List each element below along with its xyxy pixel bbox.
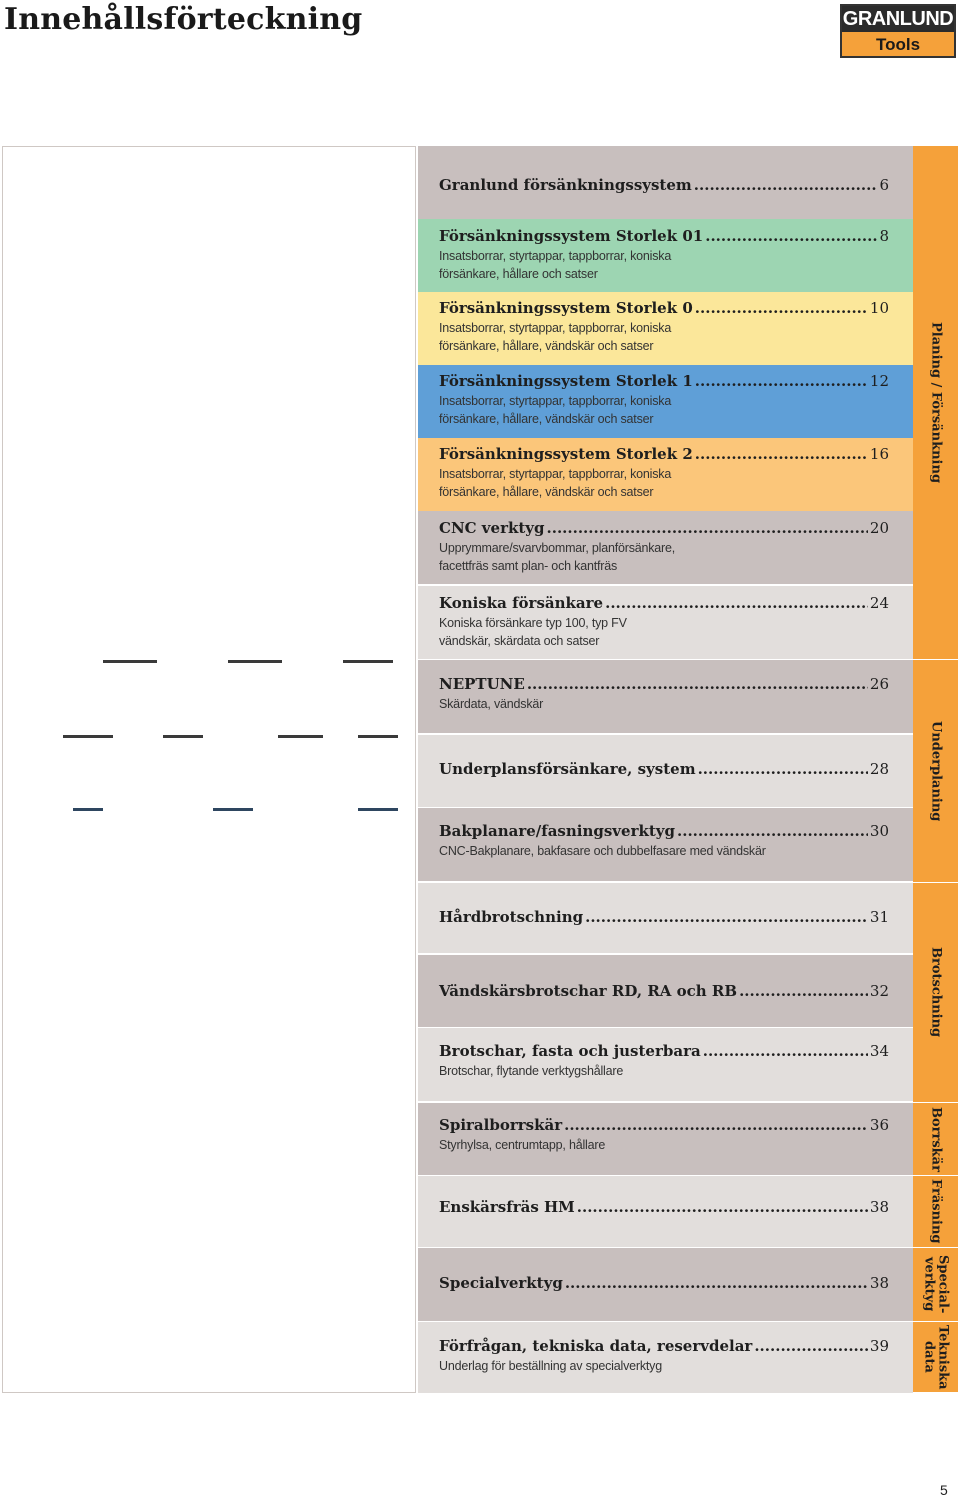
toc-row-brotschar[interactable]: [418, 1028, 913, 1101]
logo-brand: GRANLUND: [842, 8, 954, 30]
entry-page: 28: [869, 760, 889, 778]
tool-silhouette: [73, 808, 103, 811]
tool-silhouette: [343, 660, 393, 663]
toc-row-cnc-verktyg[interactable]: [418, 511, 913, 584]
leader-dots: [703, 1042, 868, 1060]
tab-label: Planing / Försänkning: [928, 321, 944, 484]
tab-frasning[interactable]: [913, 1176, 958, 1248]
entry-title: Brotschar, fasta och justerbara: [439, 1042, 701, 1060]
tool-silhouette: [213, 808, 253, 811]
logo-sub: Tools: [875, 35, 921, 54]
entry-page: 26: [869, 675, 889, 693]
toc-entry: [439, 299, 889, 317]
entry-title: Enskärsfräs HM: [439, 1198, 575, 1216]
toc-row-koniska-forsankare[interactable]: [418, 586, 913, 659]
entry-page: 34: [869, 1042, 889, 1060]
toc-row-neptune[interactable]: [418, 660, 913, 733]
entry-title: Spiralborrskär: [439, 1116, 563, 1134]
entry-page: 24: [869, 594, 889, 612]
entry-page: 30: [869, 822, 889, 840]
page-number: 5: [940, 1482, 948, 1498]
entry-page: 6: [879, 176, 889, 194]
toc-entry: [439, 445, 889, 463]
tab-planing-forsankning[interactable]: [913, 146, 958, 660]
leader-dots: [564, 1116, 868, 1134]
toc-row-vandskarsbrotschar[interactable]: [418, 955, 913, 1027]
tab-specialverktyg[interactable]: [913, 1248, 958, 1322]
table-of-contents: [418, 146, 913, 1393]
entry-title: Bakplanare/fasningsverktyg: [439, 822, 675, 840]
tab-label: Underplaning: [928, 720, 944, 822]
leader-dots: [565, 1274, 868, 1292]
leader-dots: [754, 1337, 868, 1355]
toc-entry: [439, 1274, 889, 1292]
leader-dots: [677, 822, 868, 840]
entry-description: Insatsborrar, styrtappar, tappborrar, koniska försänkare, hållare, vändskär och satser: [439, 321, 672, 353]
entry-description: Insatsborrar, styrtappar, tappborrar, koniska försänkare, hållare, vändskär och satser: [439, 394, 672, 426]
leader-dots: [694, 176, 878, 194]
tool-silhouette: [63, 735, 113, 738]
product-image-panel: [2, 146, 416, 1393]
entry-page: 32: [869, 982, 889, 1000]
entry-description: Insatsborrar, styrtappar, tappborrar, koniska försänkare, hållare, vändskär och satser: [439, 467, 672, 499]
entry-page: 16: [869, 445, 889, 463]
tab-brotschning[interactable]: [913, 883, 958, 1103]
leader-dots: [695, 445, 868, 463]
toc-row-storlek-0[interactable]: [418, 292, 913, 365]
entry-title: Specialverktyg: [439, 1274, 563, 1292]
toc-entry: [439, 908, 889, 926]
toc-entry: [439, 675, 889, 693]
entry-description: Styrhylsa, centrumtapp, hållare: [439, 1138, 606, 1152]
entry-page: 10: [869, 299, 889, 317]
toc-entry: [439, 1042, 889, 1060]
entry-description: CNC-Bakplanare, bakfasare och dubbelfasare med vändskär: [439, 844, 766, 858]
entry-title: Koniska försänkare: [439, 594, 604, 612]
entry-title: Granlund försänkningssystem: [439, 176, 692, 194]
tab-label: Tekniska data: [921, 1324, 951, 1390]
tool-silhouette: [163, 735, 203, 738]
tab-label: Brotschning: [928, 947, 944, 1038]
entry-title: Försänkningssystem Storlek 01: [439, 227, 704, 245]
toc-row-storlek-1[interactable]: [418, 365, 913, 438]
entry-page: 39: [869, 1337, 889, 1355]
toc-entry: [439, 519, 889, 537]
toc-entry: [439, 1116, 889, 1134]
toc-entry: [439, 227, 889, 245]
tool-silhouette: [358, 735, 398, 738]
tool-silhouette: [103, 660, 157, 663]
tool-silhouette: [228, 660, 282, 663]
entry-description: Skärdata, vändskär: [439, 697, 544, 711]
entry-description: Underlag för beställning av specialverktyg: [439, 1359, 662, 1373]
leader-dots: [547, 519, 868, 537]
entry-title: Försänkningssystem Storlek 0: [439, 299, 693, 317]
entry-title: Försänkningssystem Storlek 1: [439, 372, 693, 390]
toc-entry: [439, 760, 889, 778]
toc-row-underplansforsankare[interactable]: [418, 735, 913, 807]
tab-borrskar[interactable]: [913, 1103, 958, 1176]
toc-entry: [439, 1337, 889, 1355]
tab-tekniska-data[interactable]: [913, 1322, 958, 1393]
leader-dots: [695, 299, 868, 317]
toc-entry: [439, 1198, 889, 1216]
tab-underplaning[interactable]: [913, 660, 958, 883]
toc-entry: [439, 176, 889, 194]
leader-dots: [695, 372, 868, 390]
toc-row-hardbrotschning[interactable]: [418, 883, 913, 953]
tool-silhouettes: [3, 147, 415, 1392]
entry-page: 38: [869, 1274, 889, 1292]
tab-label: Fräsning: [928, 1179, 944, 1244]
entry-title: Underplansförsänkare, system: [439, 760, 696, 778]
entry-page: 12: [869, 372, 889, 390]
toc-row-enskarsfras[interactable]: [418, 1176, 913, 1247]
entry-title: NEPTUNE: [439, 675, 525, 693]
page-title: Innehållsförteckning: [4, 2, 363, 37]
tab-label: Special- verktyg: [921, 1255, 951, 1314]
entry-page: 20: [869, 519, 889, 537]
entry-title: Försänkningssystem Storlek 2: [439, 445, 693, 463]
entry-page: 8: [879, 227, 889, 245]
leader-dots: [605, 594, 868, 612]
toc-entry: [439, 372, 889, 390]
entry-page: 36: [869, 1116, 889, 1134]
toc-entry: [439, 822, 889, 840]
toc-row-spiralborrskar[interactable]: [418, 1103, 913, 1175]
tool-silhouette: [358, 808, 398, 811]
entry-page: 38: [869, 1198, 889, 1216]
tab-label: Borrskär: [928, 1106, 944, 1172]
entry-title: Vändskärsbrotschar RD, RA och RB: [439, 982, 738, 1000]
leader-dots: [577, 1198, 868, 1216]
entry-description: Koniska försänkare typ 100, typ FV vändskär, skärdata och satser: [439, 616, 627, 648]
entry-description: Brotschar, flytande verktygshållare: [439, 1064, 624, 1078]
leader-dots: [739, 982, 868, 1000]
leader-dots: [585, 908, 868, 926]
granlund-logo: [840, 4, 956, 58]
tool-silhouette: [278, 735, 323, 738]
toc-row-storlek-01[interactable]: [418, 219, 913, 292]
entry-title: CNC verktyg: [439, 519, 545, 537]
section-tabs: [913, 146, 958, 1393]
leader-dots: [527, 675, 868, 693]
entry-title: Hårdbrotschning: [439, 908, 584, 926]
toc-row-forfragan[interactable]: [418, 1322, 913, 1393]
toc-row-storlek-2[interactable]: [418, 438, 913, 511]
leader-dots: [705, 227, 877, 245]
entry-description: Insatsborrar, styrtappar, tappborrar, koniska försänkare, hållare och satser: [439, 249, 672, 281]
entry-page: 31: [869, 908, 889, 926]
entry-title: Förfrågan, tekniska data, reservdelar: [439, 1337, 753, 1355]
toc-row-bakplanare[interactable]: [418, 808, 913, 881]
toc-entry: [439, 594, 889, 612]
leader-dots: [698, 760, 868, 778]
toc-row-specialverktyg[interactable]: [418, 1248, 913, 1321]
toc-entry: [439, 982, 889, 1000]
entry-description: Upprymmare/svarvbommar, planförsänkare, facettfräs samt plan- och kantfräs: [439, 541, 676, 573]
toc-row-granlund-system[interactable]: [418, 146, 913, 219]
